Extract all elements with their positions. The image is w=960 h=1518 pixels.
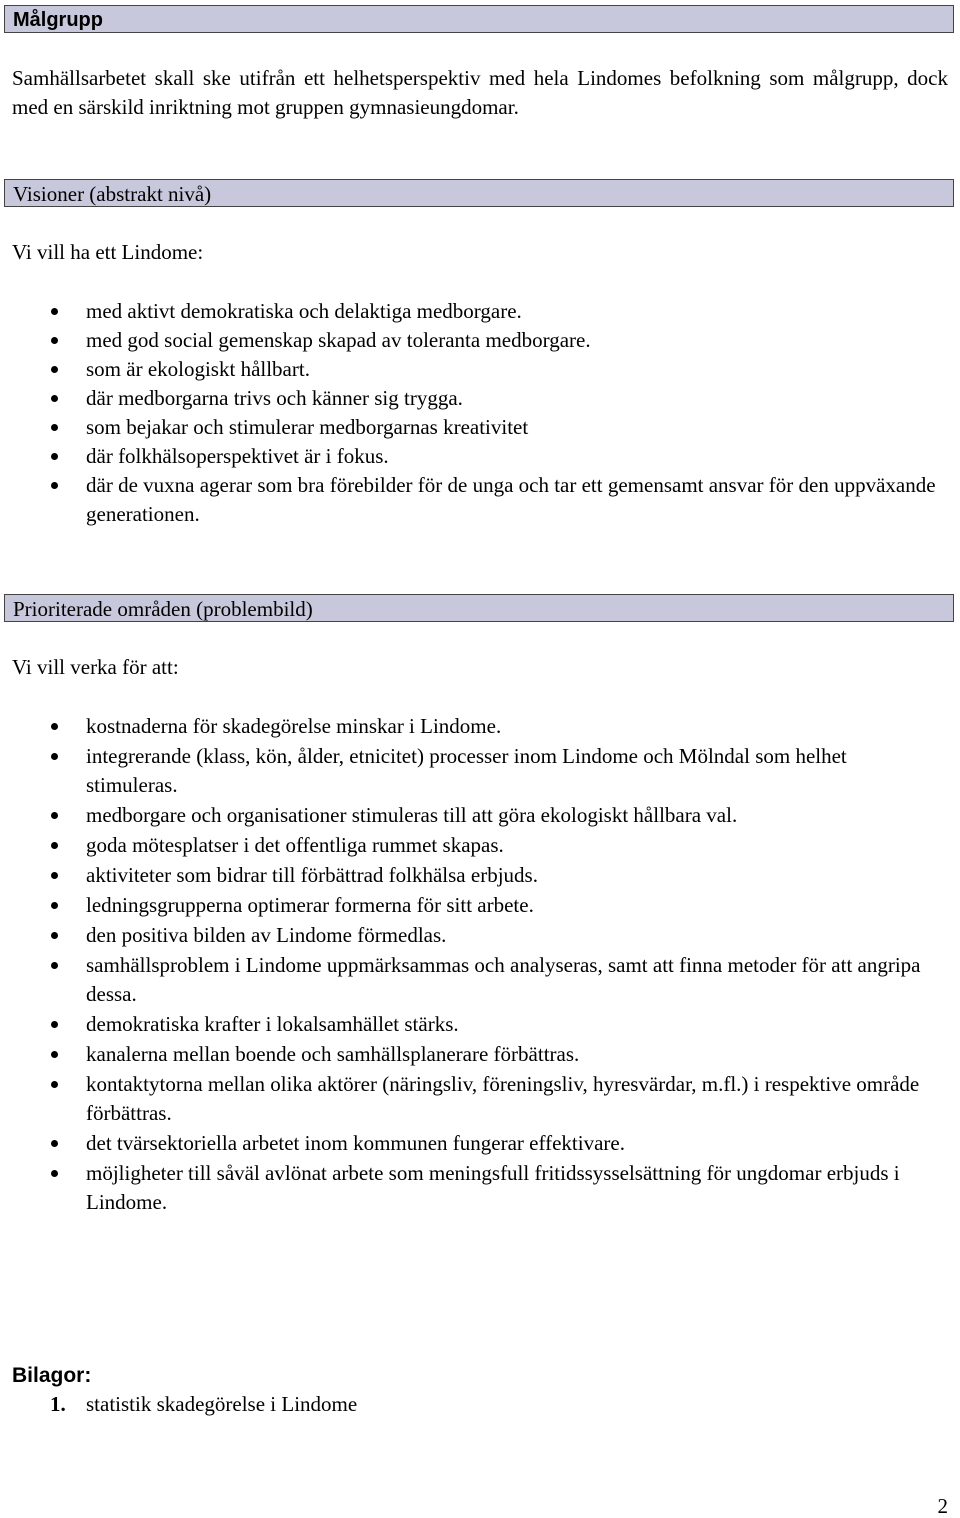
list-item: ledningsgrupperna optimerar formerna för sitt arbete.	[0, 891, 940, 920]
list-item: möjligheter till såväl avlönat arbete som meningsfull fritidssysselsättning för ungdomar erbjuds i Lindome.	[0, 1159, 940, 1217]
bullet-icon	[51, 1051, 58, 1058]
bullet-icon	[51, 337, 58, 344]
bullet-icon	[51, 842, 58, 849]
section-heading-malgrupp: Målgrupp	[4, 5, 954, 33]
list-item: som bejakar och stimulerar medborgarnas kreativitet	[0, 413, 940, 442]
bullet-icon	[51, 395, 58, 402]
bilagor-item-number: 1.	[50, 1392, 66, 1416]
list-item: aktiviteter som bidrar till förbättrad folkhälsa erbjuds.	[0, 861, 940, 890]
bullet-icon	[51, 872, 58, 879]
page-number: 2	[937, 1494, 948, 1518]
list-item: goda mötesplatser i det offentliga rummet skapas.	[0, 831, 940, 860]
bullet-icon	[51, 424, 58, 431]
visioner-lead: Vi vill ha ett Lindome:	[12, 240, 204, 264]
list-item: där medborgarna trivs och känner sig trygga.	[0, 384, 940, 413]
bullet-icon	[51, 453, 58, 460]
bilagor-title: Bilagor:	[12, 1364, 92, 1387]
bullet-icon	[51, 482, 58, 489]
bilagor-item-text: statistik skadegörelse i Lindome	[86, 1392, 358, 1416]
prioriterade-lead: Vi vill verka för att:	[12, 655, 179, 679]
list-item: medborgare och organisationer stimuleras till att göra ekologiskt hållbara val.	[0, 801, 940, 830]
bullet-icon	[51, 812, 58, 819]
bullet-icon	[51, 1140, 58, 1147]
bullet-icon	[51, 308, 58, 315]
bullet-icon	[51, 723, 58, 730]
list-item: där folkhälsoperspektivet är i fokus.	[0, 442, 940, 471]
list-item: kanalerna mellan boende och samhällsplanerare förbättras.	[0, 1040, 940, 1069]
bullet-icon	[51, 902, 58, 909]
prioriterade-list	[0, 712, 940, 1217]
section-heading-visioner: Visioner (abstrakt nivå)	[4, 179, 954, 207]
bullet-icon	[51, 1081, 58, 1088]
list-item: samhällsproblem i Lindome uppmärksammas och analyseras, samt att finna metoder för att angripa dessa.	[0, 951, 940, 1009]
list-item: med aktivt demokratiska och delaktiga medborgare.	[0, 297, 940, 326]
bullet-icon	[51, 1170, 58, 1177]
list-item: det tvärsektoriella arbetet inom kommunen fungerar effektivare.	[0, 1129, 940, 1158]
malgrupp-paragraph: Samhällsarbetet skall ske utifrån ett helhetsperspektiv med hela Lindomes befolkning som målgrupp, dock med en särskild inriktning mot gruppen gymnasieungdomar.	[12, 66, 948, 119]
bullet-icon	[51, 753, 58, 760]
list-item: med god social gemenskap skapad av toleranta medborgare.	[0, 326, 940, 355]
list-item: kontaktytorna mellan olika aktörer (näringsliv, föreningsliv, hyresvärdar, m.fl.) i respektive område förbättras.	[0, 1070, 940, 1128]
list-item: integrerande (klass, kön, ålder, etnicitet) processer inom Lindome och Mölndal som helhet stimuleras.	[0, 742, 940, 800]
bullet-icon	[51, 1021, 58, 1028]
list-item: där de vuxna agerar som bra förebilder för de unga och tar ett gemensamt ansvar för den uppväxande generationen.	[0, 471, 940, 529]
bullet-icon	[51, 932, 58, 939]
section-heading-prioriterade: Prioriterade områden (problembild)	[4, 594, 954, 622]
list-item: kostnaderna för skadegörelse minskar i Lindome.	[0, 712, 940, 741]
bullet-icon	[51, 366, 58, 373]
list-item: som är ekologiskt hållbart.	[0, 355, 940, 384]
list-item: den positiva bilden av Lindome förmedlas.	[0, 921, 940, 950]
bullet-icon	[51, 962, 58, 969]
list-item: demokratiska krafter i lokalsamhället stärks.	[0, 1010, 940, 1039]
visioner-list	[0, 297, 940, 529]
